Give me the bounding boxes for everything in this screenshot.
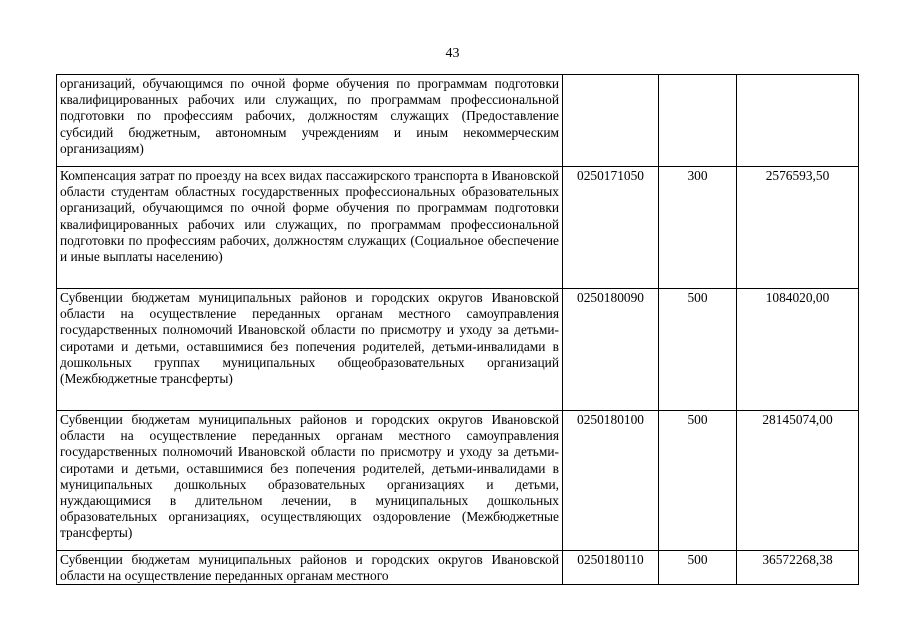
table-row [57, 167, 859, 289]
row-expense-type: 300 [659, 167, 737, 289]
budget-table [56, 74, 859, 585]
row-expense-type: 500 [659, 289, 737, 411]
row-amount: 2576593,50 [737, 167, 859, 289]
row-target-code: 0250180090 [563, 289, 659, 411]
table-row [57, 411, 859, 551]
row-description: Субвенции бюджетам муниципальных районов и городских округов Ивановской области на осуществление переданных органам местного [57, 551, 563, 585]
table-row [57, 289, 859, 411]
row-target-code: 0250171050 [563, 167, 659, 289]
row-amount: 28145074,00 [737, 411, 859, 551]
row-expense-type [659, 75, 737, 167]
row-amount [737, 75, 859, 167]
budget-table-body [57, 75, 859, 585]
row-target-code: 0250180100 [563, 411, 659, 551]
table-row [57, 75, 859, 167]
page-number: 43 [445, 46, 460, 61]
row-target-code [563, 75, 659, 167]
row-description: организаций, обучающимся по очной форме обучения по программам подготовки квалифицированных рабочих или служащих, по программам профессиональной подготовки по профессиям рабочих, должностям служащих (Предоставление субсидий бюджетным, автономным учреждениям и иным некоммерческим организациям) [57, 75, 563, 167]
row-target-code: 0250180110 [563, 551, 659, 585]
row-expense-type: 500 [659, 411, 737, 551]
row-amount: 1084020,00 [737, 289, 859, 411]
row-amount: 36572268,38 [737, 551, 859, 585]
row-description: Субвенции бюджетам муниципальных районов и городских округов Ивановской области на осуществление переданных органам местного самоуправления государственных полномочий Ивановской области по присмотру и уходу за детьми-сиротами и детьми, оставшимися без попечения родителей, детьми-инвалидами в дошкольных группах муниципальных общеобразовательных организаций (Межбюджетные трансферты) [57, 289, 563, 411]
row-description: Компенсация затрат по проезду на всех видах пассажирского транспорта в Ивановской области студентам областных государственных профессиональных образовательных организаций, обучающимся по очной форме обучения по программам подготовки квалифицированных рабочих или служащих, по программам профессиональной подготовки по профессиям рабочих, должностям служащих (Социальное обеспечение и иные выплаты населению) [57, 167, 563, 289]
row-expense-type: 500 [659, 551, 737, 585]
table-row [57, 551, 859, 585]
row-description: Субвенции бюджетам муниципальных районов и городских округов Ивановской области на осуществление переданных органам местного самоуправления государственных полномочий Ивановской области по присмотру и уходу за детьми-сиротами и детьми, оставшимися без попечения родителей, детьми-инвалидами в муниципальных дошкольных образовательных организациях и детьми, нуждающимися в длительном лечении, в муниципальных дошкольных образовательных организациях, осуществляющих оздоровление (Межбюджетные трансферты) [57, 411, 563, 551]
